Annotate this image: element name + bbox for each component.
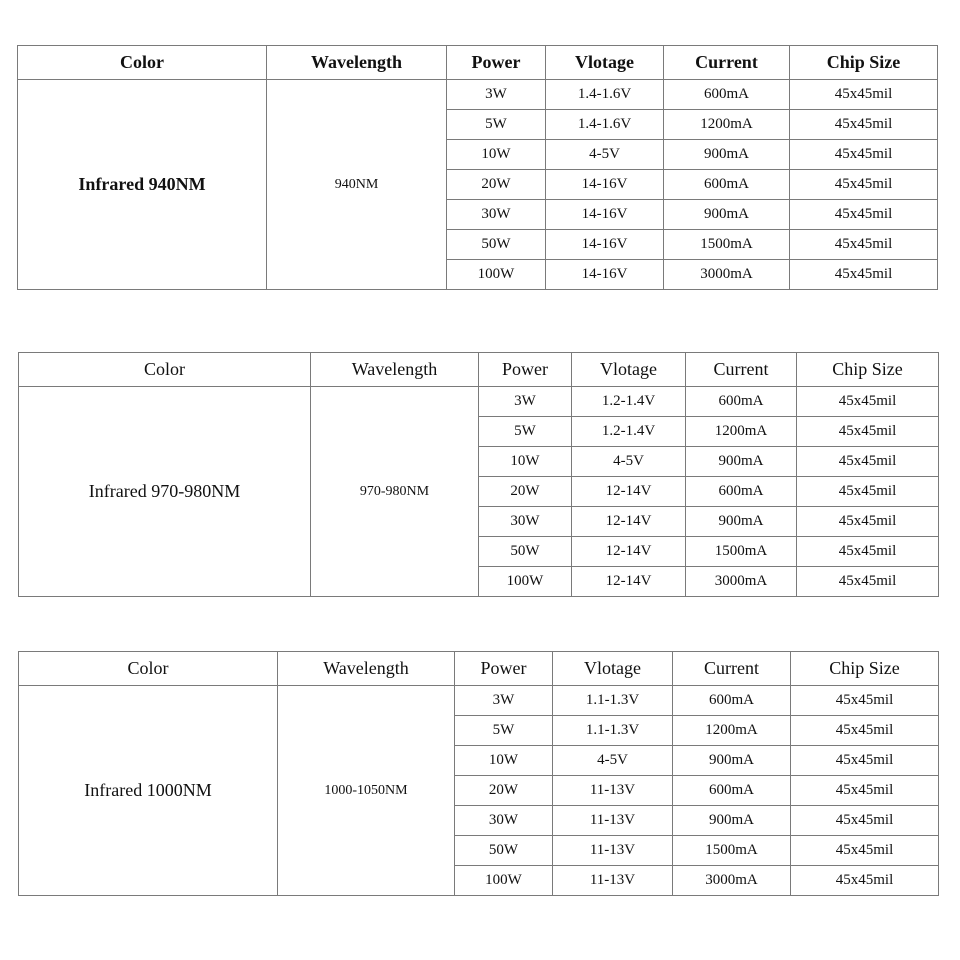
power-cell: 5W (479, 417, 572, 447)
voltage-cell: 11-13V (553, 866, 673, 896)
power-cell: 5W (447, 110, 546, 140)
header-row (19, 652, 939, 686)
header-chip-size: Chip Size (790, 46, 938, 80)
current-cell: 600mA (673, 776, 791, 806)
header-color: Color (19, 353, 311, 387)
power-cell: 30W (447, 200, 546, 230)
header-current: Current (664, 46, 790, 80)
power-cell: 100W (447, 260, 546, 290)
header-current: Current (686, 353, 797, 387)
voltage-cell: 1.1-1.3V (553, 686, 673, 716)
power-cell: 30W (455, 806, 553, 836)
chip-size-cell: 45x45mil (790, 80, 938, 110)
color-cell: Infrared 940NM (18, 80, 267, 290)
chip-size-cell: 45x45mil (790, 110, 938, 140)
voltage-cell: 14-16V (546, 170, 664, 200)
chip-size-cell: 45x45mil (797, 507, 939, 537)
current-cell: 900mA (664, 200, 790, 230)
spec-table-infrared-1000 (18, 651, 939, 896)
power-cell: 3W (447, 80, 546, 110)
header-voltage: Vlotage (553, 652, 673, 686)
voltage-cell: 1.4-1.6V (546, 80, 664, 110)
chip-size-cell: 45x45mil (790, 170, 938, 200)
chip-size-cell: 45x45mil (791, 776, 939, 806)
voltage-cell: 12-14V (572, 567, 686, 597)
header-power: Power (455, 652, 553, 686)
header-voltage: Vlotage (546, 46, 664, 80)
power-cell: 20W (479, 477, 572, 507)
header-color: Color (19, 652, 278, 686)
current-cell: 600mA (664, 170, 790, 200)
spec-table-infrared-970-980 (18, 352, 939, 597)
header-color: Color (18, 46, 267, 80)
chip-size-cell: 45x45mil (797, 417, 939, 447)
voltage-cell: 14-16V (546, 200, 664, 230)
header-chip-size: Chip Size (797, 353, 939, 387)
current-cell: 1200mA (673, 716, 791, 746)
voltage-cell: 11-13V (553, 836, 673, 866)
chip-size-cell: 45x45mil (791, 746, 939, 776)
voltage-cell: 1.1-1.3V (553, 716, 673, 746)
chip-size-cell: 45x45mil (791, 686, 939, 716)
voltage-cell: 4-5V (553, 746, 673, 776)
current-cell: 3000mA (664, 260, 790, 290)
header-current: Current (673, 652, 791, 686)
voltage-cell: 12-14V (572, 477, 686, 507)
chip-size-cell: 45x45mil (791, 836, 939, 866)
voltage-cell: 11-13V (553, 806, 673, 836)
current-cell: 1500mA (664, 230, 790, 260)
voltage-cell: 1.2-1.4V (572, 387, 686, 417)
power-cell: 50W (455, 836, 553, 866)
color-cell: Infrared 970-980NM (19, 387, 311, 597)
current-cell: 1200mA (664, 110, 790, 140)
chip-size-cell: 45x45mil (790, 230, 938, 260)
chip-size-cell: 45x45mil (790, 260, 938, 290)
current-cell: 3000mA (686, 567, 797, 597)
power-cell: 20W (447, 170, 546, 200)
spec-table-infrared-940 (17, 45, 938, 290)
voltage-cell: 4-5V (572, 447, 686, 477)
header-power: Power (447, 46, 546, 80)
current-cell: 1200mA (686, 417, 797, 447)
power-cell: 10W (455, 746, 553, 776)
power-cell: 5W (455, 716, 553, 746)
chip-size-cell: 45x45mil (797, 477, 939, 507)
chip-size-cell: 45x45mil (797, 447, 939, 477)
power-cell: 30W (479, 507, 572, 537)
power-cell: 50W (479, 537, 572, 567)
voltage-cell: 1.2-1.4V (572, 417, 686, 447)
table-row (19, 686, 939, 716)
power-cell: 50W (447, 230, 546, 260)
current-cell: 600mA (686, 477, 797, 507)
wavelength-cell: 940NM (267, 80, 447, 290)
current-cell: 600mA (673, 686, 791, 716)
header-voltage: Vlotage (572, 353, 686, 387)
current-cell: 1500mA (686, 537, 797, 567)
header-wavelength: Wavelength (311, 353, 479, 387)
power-cell: 10W (447, 140, 546, 170)
power-cell: 100W (479, 567, 572, 597)
header-wavelength: Wavelength (267, 46, 447, 80)
chip-size-cell: 45x45mil (790, 200, 938, 230)
current-cell: 600mA (664, 80, 790, 110)
current-cell: 900mA (664, 140, 790, 170)
power-cell: 20W (455, 776, 553, 806)
current-cell: 3000mA (673, 866, 791, 896)
power-cell: 10W (479, 447, 572, 477)
current-cell: 900mA (686, 447, 797, 477)
current-cell: 900mA (673, 746, 791, 776)
chip-size-cell: 45x45mil (791, 806, 939, 836)
current-cell: 600mA (686, 387, 797, 417)
header-row (19, 353, 939, 387)
voltage-cell: 4-5V (546, 140, 664, 170)
table-row (18, 80, 938, 110)
header-row (18, 46, 938, 80)
chip-size-cell: 45x45mil (791, 716, 939, 746)
power-cell: 3W (455, 686, 553, 716)
power-cell: 3W (479, 387, 572, 417)
header-chip-size: Chip Size (791, 652, 939, 686)
voltage-cell: 1.4-1.6V (546, 110, 664, 140)
color-cell: Infrared 1000NM (19, 686, 278, 896)
voltage-cell: 12-14V (572, 507, 686, 537)
wavelength-cell: 970-980NM (311, 387, 479, 597)
voltage-cell: 12-14V (572, 537, 686, 567)
voltage-cell: 14-16V (546, 230, 664, 260)
current-cell: 1500mA (673, 836, 791, 866)
chip-size-cell: 45x45mil (797, 567, 939, 597)
current-cell: 900mA (673, 806, 791, 836)
header-wavelength: Wavelength (278, 652, 455, 686)
header-power: Power (479, 353, 572, 387)
voltage-cell: 14-16V (546, 260, 664, 290)
chip-size-cell: 45x45mil (791, 866, 939, 896)
voltage-cell: 11-13V (553, 776, 673, 806)
chip-size-cell: 45x45mil (797, 387, 939, 417)
power-cell: 100W (455, 866, 553, 896)
table-row (19, 387, 939, 417)
chip-size-cell: 45x45mil (797, 537, 939, 567)
wavelength-cell: 1000-1050NM (278, 686, 455, 896)
current-cell: 900mA (686, 507, 797, 537)
chip-size-cell: 45x45mil (790, 140, 938, 170)
